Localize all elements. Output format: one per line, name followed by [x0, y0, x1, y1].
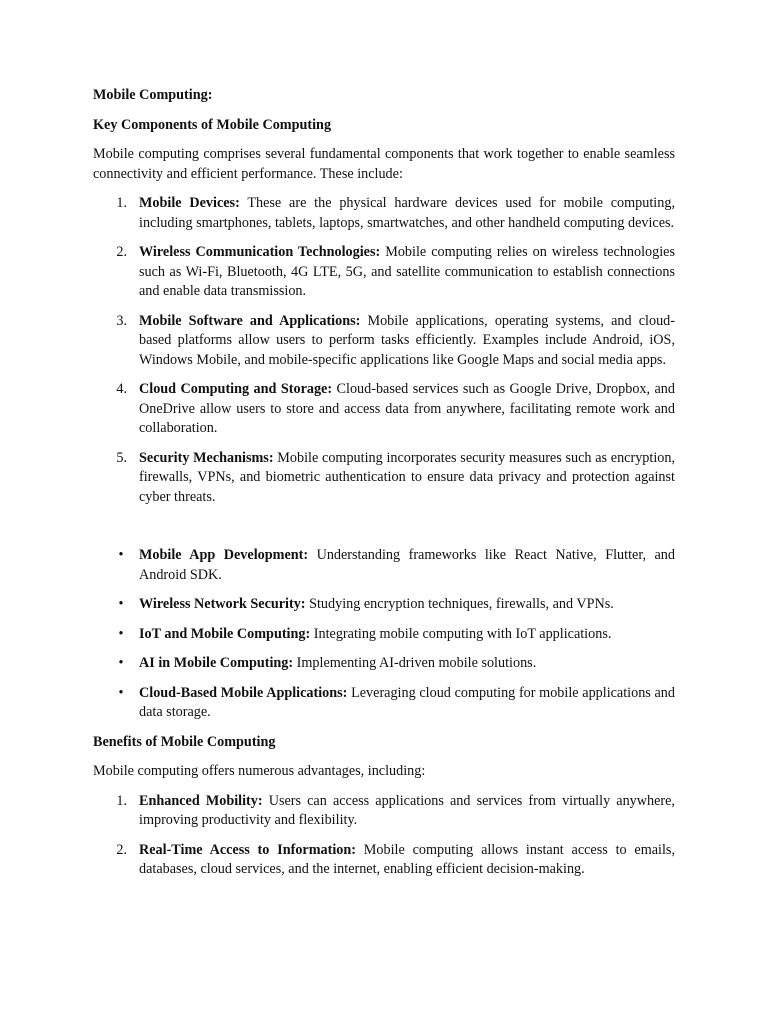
list-number: 4.: [116, 381, 127, 397]
list-item-term: Cloud-Based Mobile Applications:: [139, 684, 348, 701]
bullet-icon: •: [118, 684, 124, 701]
list-item: [93, 380, 675, 439]
list-item-term: IoT and Mobile Computing:: [139, 625, 311, 642]
list-item-text: Integrating mobile computing with IoT applications.: [310, 625, 612, 642]
list-item-term: Wireless Network Security:: [139, 596, 306, 612]
list-item-text: Studying encryption techniques, firewalls, and VPNs.: [305, 596, 614, 612]
list-item: [93, 654, 675, 674]
list-item: [93, 243, 675, 302]
list-item-text: Implementing AI-driven mobile solutions.: [293, 655, 537, 671]
list-number: 1.: [116, 195, 127, 211]
list-item-term: Real-Time Access to Information:: [139, 841, 356, 858]
list-item-text: Mobile computing relies on wireless technologies such as Wi-Fi, Bluetooth, 4G LTE, 5G, and satellite communication to establish connections and enable data transmission.: [139, 244, 675, 299]
document-title: Mobile Computing:: [93, 87, 213, 103]
section-heading-key-components: Key Components of Mobile Computing: [93, 116, 332, 133]
spacer: [93, 517, 675, 546]
list-item-text: Users can access applications and services from virtually anywhere, improving productivity and flexibility.: [139, 792, 675, 828]
list-item: [93, 684, 675, 723]
list-item-term: Mobile Software and Applications:: [139, 312, 361, 329]
list-item-text: These are the physical hardware devices used for mobile computing, including smartphones, tablets, laptops, smartwatches, and other handheld computing devices.: [139, 195, 675, 231]
list-number: 1.: [116, 792, 127, 809]
bullet-icon: •: [118, 596, 124, 612]
list-item-text: Mobile computing allows instant access to emails, databases, cloud services, and the internet, enabling efficient decision-making.: [139, 841, 675, 877]
list-item: [93, 194, 675, 233]
document-page: [93, 86, 675, 890]
list-item-text: Mobile computing incorporates security measures such as encryption, firewalls, VPNs, and biometric authentication to ensure data privacy and protection against cyber threats.: [139, 449, 675, 505]
bullet-icon: •: [118, 625, 124, 642]
list-item-term: Mobile Devices:: [139, 195, 240, 211]
list-item: [93, 625, 675, 645]
bullet-icon: •: [118, 547, 124, 563]
list-item-text: Cloud-based services such as Google Drive, Dropbox, and OneDrive allow users to store and access data from anywhere, facilitating remote work and collaboration.: [139, 381, 675, 436]
list-item: [93, 841, 675, 880]
section-intro-benefits: Mobile computing offers numerous advantages, including:: [93, 763, 426, 779]
list-item-term: Cloud Computing and Storage:: [139, 381, 333, 397]
list-item: [93, 312, 675, 371]
list-number: 2.: [116, 841, 127, 858]
list-item-text: Leveraging cloud computing for mobile applications and data storage.: [139, 684, 675, 720]
list-item-term: Enhanced Mobility:: [139, 792, 263, 809]
list-item-term: AI in Mobile Computing:: [139, 655, 294, 671]
list-item: [93, 546, 675, 585]
list-item-text: Understanding frameworks like React Native, Flutter, and Android SDK.: [139, 547, 675, 583]
section-intro-key-components: Mobile computing comprises several fundamental components that work together to enable seamless connectivity and efficient performance. These include:: [93, 146, 675, 182]
bullet-icon: •: [118, 655, 124, 671]
list-item-term: Wireless Communication Technologies:: [139, 244, 381, 260]
list-number: 2.: [116, 244, 127, 260]
topics-list: [93, 546, 675, 723]
components-list: [93, 194, 675, 507]
list-number: 5.: [116, 449, 127, 466]
list-item: [93, 595, 675, 615]
list-item: [93, 792, 675, 831]
list-number: 3.: [116, 312, 127, 329]
section-heading-benefits: Benefits of Mobile Computing: [93, 733, 276, 750]
list-item-text: Mobile applications, operating systems, and cloud-based platforms allow users to perform tasks efficiently. Examples include Android, iOS, Windows Mobile, and mobile-specific applications like Google Maps and social media apps.: [139, 312, 675, 368]
benefits-list: [93, 792, 675, 880]
list-item-term: Security Mechanisms:: [139, 449, 274, 466]
list-item: [93, 449, 675, 508]
list-item-term: Mobile App Development:: [139, 547, 309, 563]
